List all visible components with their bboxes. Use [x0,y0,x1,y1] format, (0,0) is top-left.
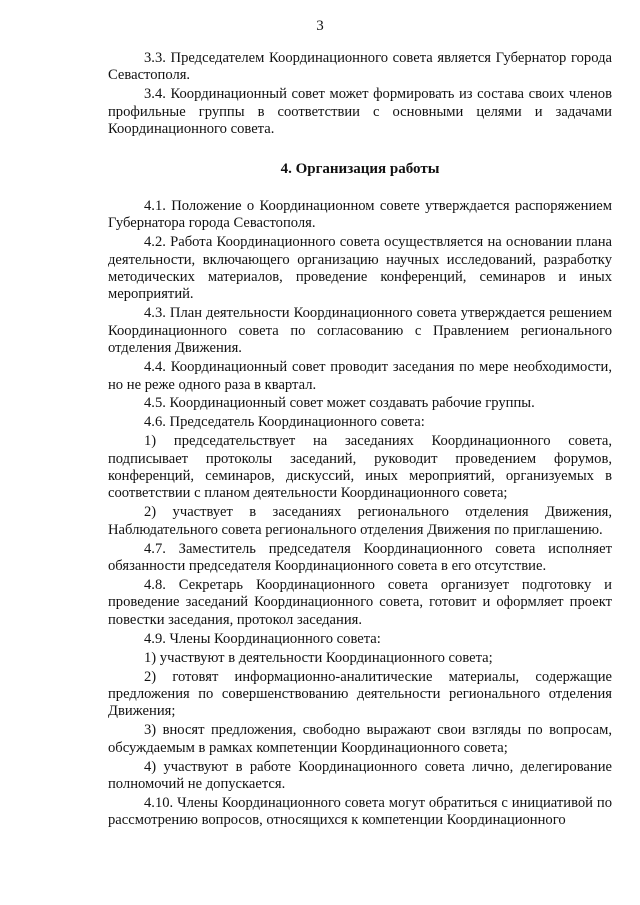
paragraph-4-8: 4.8. Секретарь Координационного совета организует подготовку и проведение заседаний Координационного совета, готовит и оформляет проект повестки заседания, протокол заседания. [108,576,612,628]
paragraph-3-4: 3.4. Координационный совет может формировать из состава своих членов профильные группы в соответствии с основными целями и задачами Координационного совета. [108,86,612,138]
paragraph-4-2: 4.2. Работа Координационного совета осуществляется на основании плана деятельности, включающего организацию научных исследований, разработку методических материалов, проведение конференций, семинаров и иных мероприятий. [108,234,612,303]
paragraph-4-1: 4.1. Положение о Координационном совете утверждается распоряжением Губернатора города Севастополя. [108,197,612,232]
list-item-4-9-3: 3) вносят предложения, свободно выражают свои взгляды по вопросам, обсуждаемым в рамках компетенции Координационного совета; [108,722,612,756]
document-body [108,50,612,831]
paragraph-3-3: 3.3. Председателем Координационного совета является Губернатор города Севастополя. [108,50,612,84]
paragraph-4-4: 4.4. Координационный совет проводит заседания по мере необходимости, но не реже одного раза в квартал. [108,359,612,393]
paragraph-4-10: 4.10. Члены Координационного совета могут обратиться с инициативой по рассмотрению вопросов, относящихся к компетенции Координационного [108,794,612,829]
paragraph-4-9: 4.9. Члены Координационного совета: [144,630,381,647]
paragraph-4-5: 4.5. Координационный совет может создавать рабочие группы. [144,395,535,412]
paragraph-4-3: 4.3. План деятельности Координационного совета утверждается решением Координационного совета по согласованию с Правлением регионального отделения Движения. [108,305,612,357]
list-item-4-9-2: 2) готовят информационно-аналитические материалы, содержащие предложения по совершенствованию деятельности регионального отделения Движения; [108,668,612,720]
list-item-4-6-2: 2) участвует в заседаниях регионального отделения Движения, Наблюдательного совета регионального отделения Движения по приглашению. [108,504,612,538]
paragraph-4-7: 4.7. Заместитель председателя Координационного совета исполняет обязанности председателя Координационного совета в его отсутствие. [108,540,612,575]
list-item-4-9-1: 1) участвуют в деятельности Координационного совета; [144,649,493,666]
section-heading: 4. Организация работы [280,160,440,177]
list-item-4-6-1: 1) председательствует на заседаниях Координационного совета, подписывает протоколы заседаний, руководит проведением форумов, конференций, семинаров, дискуссий, иных мероприятий, организуемых в соответствии с планом деятельности Координационного совета; [108,433,612,502]
page-number: 3 [316,18,324,34]
paragraph-4-6: 4.6. Председатель Координационного совета: [144,414,425,431]
list-item-4-9-4: 4) участвуют в работе Координационного совета лично, делегирование полномочий не допускается. [108,758,612,792]
